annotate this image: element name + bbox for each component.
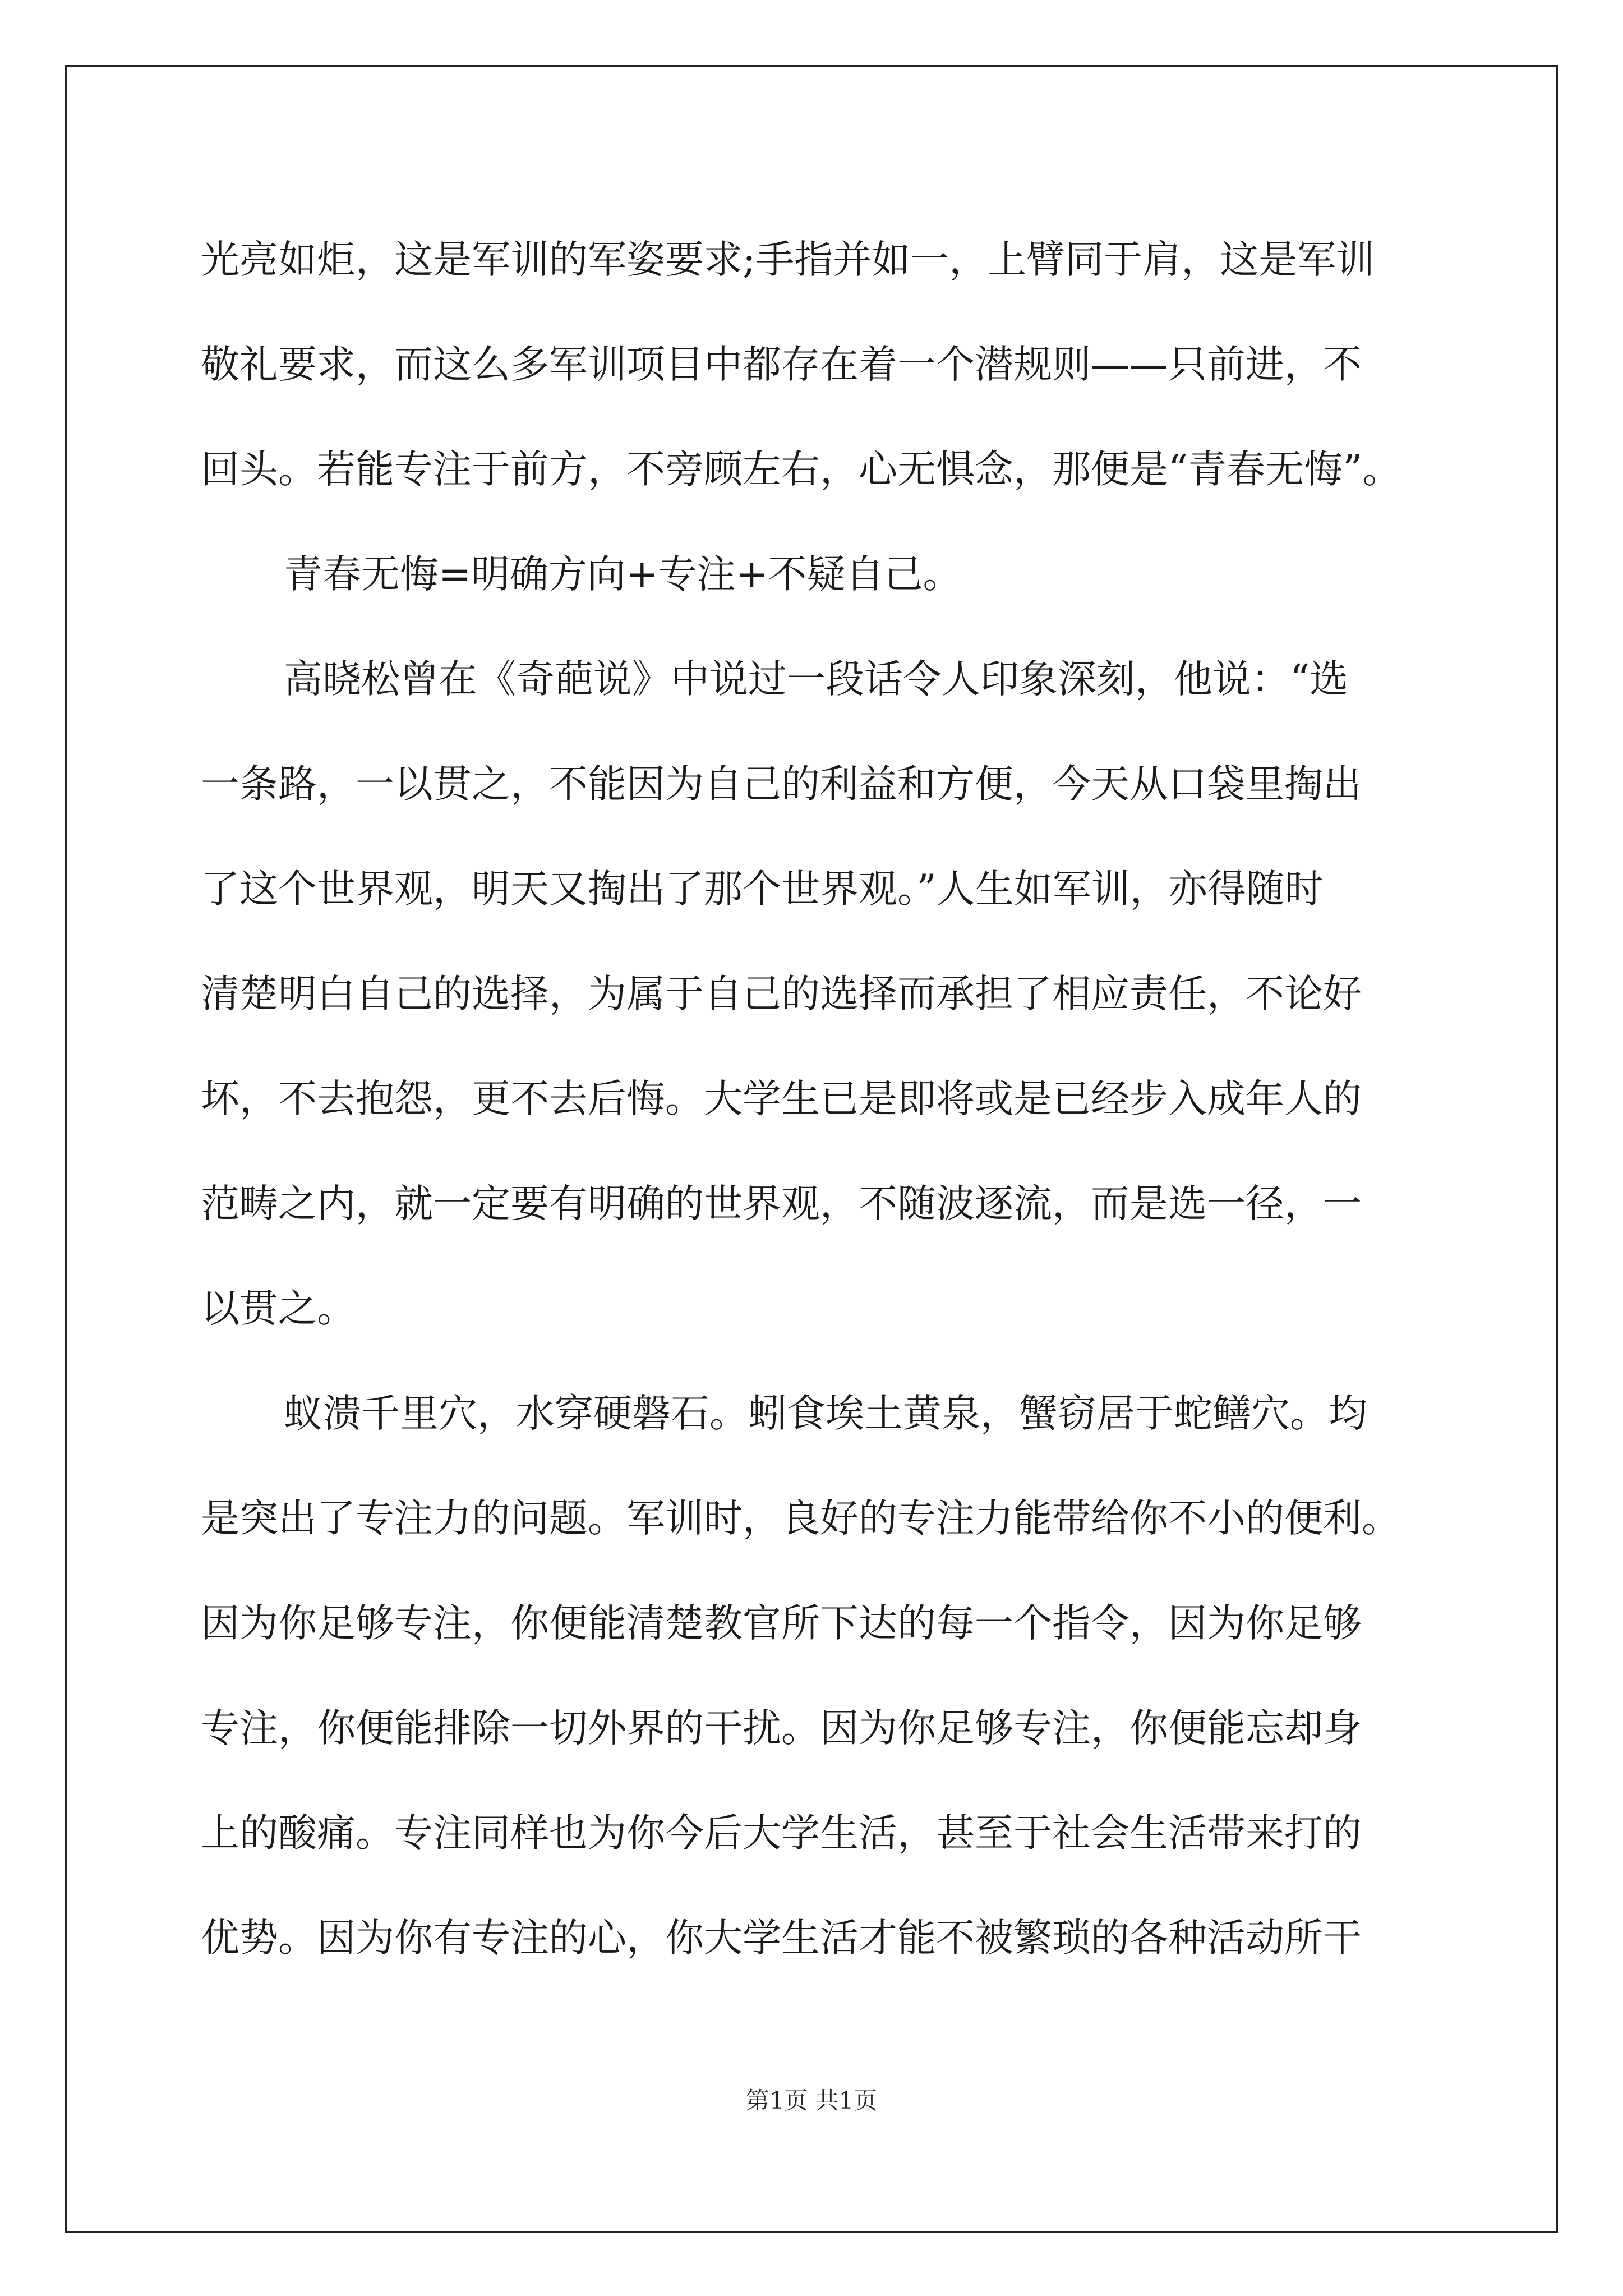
text-line: 上的酸痛。专注同样也为你今后大学生活，甚至于社会生活带来打的 [201, 1811, 1362, 1856]
text-line: 光亮如炬，这是军训的军姿要求;手指并如一，上臂同于肩，这是军训 [201, 237, 1375, 282]
text-line: 一条路，一以贯之，不能因为自己的利益和方便，今天从口袋里掏出 [201, 762, 1362, 807]
text-line: 范畴之内，就一定要有明确的世界观，不随波逐流，而是选一径，一 [201, 1181, 1362, 1226]
text-line: 以贯之。 [201, 1286, 356, 1331]
text-line: 蚁溃千里穴，水穿硬磐石。蚓食埃土黄泉，蟹窃居于蛇鳝穴。均 [284, 1391, 1367, 1436]
text-line: 敬礼要求，而这么多军训项目中都存在着一个潜规则——只前进，不 [201, 342, 1362, 387]
text-line: 高晓松曾在《奇葩说》中说过一段话令人印象深刻，他说：“选 [284, 657, 1349, 702]
text-line: 专注，你便能排除一切外界的干扰。因为你足够专注，你便能忘却身 [201, 1706, 1362, 1751]
text-line: 回头。若能专注于前方，不旁顾左右，心无惧念，那便是“青春无悔”。 [201, 447, 1401, 492]
text-line: 了这个世界观，明天又掏出了那个世界观。”人生如军训，亦得随时 [201, 867, 1324, 912]
document-body [201, 208, 1446, 1991]
text-line: 因为你足够专注，你便能清楚教官所下达的每一个指令，因为你足够 [201, 1601, 1362, 1646]
text-line: 优势。因为你有专注的心，你大学生活才能不被繁琐的各种活动所干 [201, 1916, 1362, 1961]
text-line: 青春无悔=明确方向+专注+不疑自己。 [284, 552, 962, 597]
text-line: 清楚明白自己的选择，为属于自己的选择而承担了相应责任，不论好 [201, 972, 1362, 1016]
page-number-footer: 第1页 共1页 [745, 2087, 878, 2114]
text-line: 是突出了专注力的问题。军训时，良好的专注力能带给你不小的便利。 [201, 1496, 1400, 1541]
text-line: 坏，不去抱怨，更不去后悔。大学生已是即将或是已经步入成年人的 [201, 1076, 1362, 1121]
